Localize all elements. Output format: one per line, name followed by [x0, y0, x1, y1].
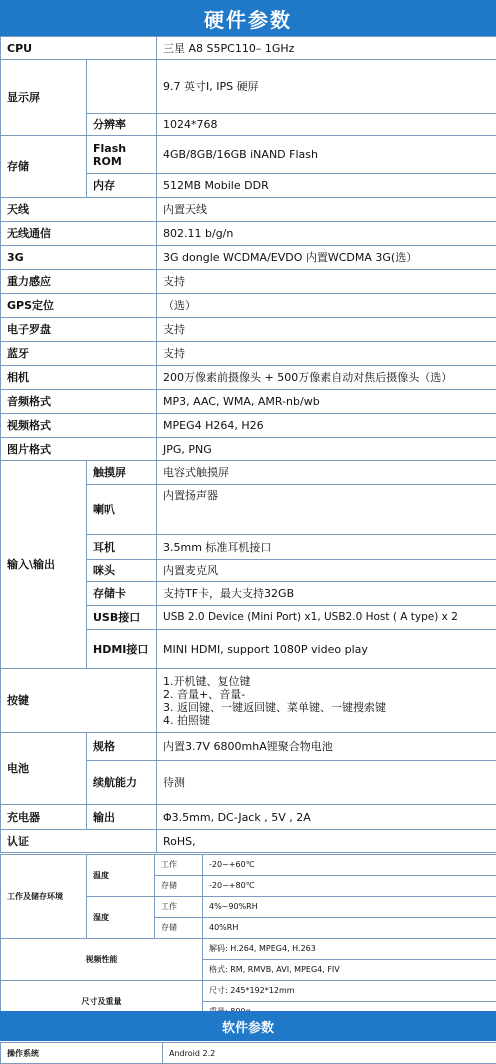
card-value: 支持TF卡，最大支持32GB — [157, 582, 496, 606]
video-perf-label: 视频性能 — [1, 939, 203, 981]
row-video — [1, 414, 496, 438]
antenna-value: 内置天线 — [157, 198, 496, 222]
io-label: 输入\输出 — [1, 461, 87, 669]
charger-label: 充电器 — [1, 805, 87, 830]
row-cert — [1, 830, 496, 853]
compass-value: 支持 — [157, 318, 496, 342]
battery-spec-label: 规格 — [87, 733, 157, 761]
row-display — [1, 60, 496, 114]
3g-value: 3G dongle WCDMA/EVDO 内置WCDMA 3G(选） — [157, 246, 496, 270]
row-battery-spec — [1, 733, 496, 761]
battery-spec-value: 内置3.7V 6800mhA锂聚合物电池 — [157, 733, 496, 761]
hum-work-label: 工作 — [155, 897, 203, 918]
software-table — [0, 1042, 496, 1064]
ram-label: 内存 — [87, 174, 157, 198]
touch-value: 电容式触摸屏 — [157, 461, 496, 485]
speaker-label: 喇叭 — [87, 485, 157, 535]
row-image — [1, 438, 496, 461]
image-label: 图片格式 — [1, 438, 157, 461]
camera-label: 相机 — [1, 366, 157, 390]
video-value: MPEG4 H264, H26 — [157, 414, 496, 438]
row-flash — [1, 136, 496, 174]
row-keys — [1, 669, 496, 733]
temp-label: 温度 — [87, 855, 155, 897]
hum-store-label: 存储 — [155, 918, 203, 939]
cpu-label: CPU — [1, 37, 157, 60]
display-value: 9.7 英寸I, IPS 硬屏 — [157, 60, 496, 114]
resolution-label: 分辨率 — [87, 114, 157, 136]
row-touch — [1, 461, 496, 485]
key-line: 2. 音量+、音量- — [163, 687, 246, 701]
ram-value: 512MB Mobile DDR — [157, 174, 496, 198]
gravity-value: 支持 — [157, 270, 496, 294]
hardware-table — [0, 36, 496, 853]
wifi-value: 802.11 b/g/n — [157, 222, 496, 246]
key-line: 1.开机键、复位键 — [163, 674, 251, 688]
wifi-label: 无线通信 — [1, 222, 157, 246]
row-charger — [1, 805, 496, 830]
row-compass — [1, 318, 496, 342]
size-value: 尺寸: 245*192*12mm — [203, 981, 496, 1002]
row-gps — [1, 294, 496, 318]
row-bluetooth — [1, 342, 496, 366]
mic-value: 内置麦克风 — [157, 560, 496, 582]
row-antenna — [1, 198, 496, 222]
key-line: 4. 拍照键 — [163, 713, 211, 727]
os-label: 操作系统 — [1, 1043, 163, 1064]
display-label: 显示屏 — [1, 60, 87, 136]
flash-label: Flash ROM — [87, 136, 157, 174]
touch-label: 触摸屏 — [87, 461, 157, 485]
bluetooth-label: 蓝牙 — [1, 342, 157, 366]
usb-label: USB接口 — [87, 606, 157, 630]
keys-value — [157, 669, 496, 733]
key-line: 3. 返回键、一键返回键、菜单键、一键搜索键 — [163, 700, 387, 714]
row-audio — [1, 390, 496, 414]
audio-value: MP3, AAC, WMA, AMR-nb/wb — [157, 390, 496, 414]
env-label: 工作及储存环境 — [1, 855, 87, 939]
charger-value: Φ3.5mm, DC-Jack , 5V , 2A — [157, 805, 496, 830]
charger-sub-label: 输出 — [87, 805, 157, 830]
size-label: 尺寸及重量 — [1, 981, 203, 1023]
hum-store-value: 40%RH — [203, 918, 496, 939]
cert-value: RoHS, — [157, 830, 496, 853]
compass-label: 电子罗盘 — [1, 318, 157, 342]
usb-value: USB 2.0 Device (Mini Port) x1, USB2.0 Host ( A type) x 2 — [157, 606, 496, 630]
gravity-label: 重力感应 — [1, 270, 157, 294]
resolution-value: 1024*768 — [157, 114, 496, 136]
row-camera — [1, 366, 496, 390]
hdmi-value: MINI HDMI, support 1080P video play — [157, 630, 496, 669]
card-label: 存储卡 — [87, 582, 157, 606]
earphone-label: 耳机 — [87, 535, 157, 560]
hardware-title: 硬件参数 — [0, 0, 496, 36]
os-value: Android 2.2 — [163, 1043, 496, 1064]
cert-label: 认证 — [1, 830, 157, 853]
cpu-value: 三星 A8 S5PC110– 1GHz — [157, 37, 496, 60]
row-size — [1, 981, 496, 1002]
storage-label: 存储 — [1, 136, 87, 198]
battery-life-label: 续航能力 — [87, 761, 157, 805]
hdmi-label: HDMI接口 — [87, 630, 157, 669]
temp-store-label: 存储 — [155, 876, 203, 897]
video-label: 视频格式 — [1, 414, 157, 438]
temp-work-value: -20~+60℃ — [203, 855, 496, 876]
audio-label: 音频格式 — [1, 390, 157, 414]
flash-value: 4GB/8GB/16GB iNAND Flash — [157, 136, 496, 174]
keys-label: 按键 — [1, 669, 157, 733]
software-title: 软件参数 — [0, 1011, 496, 1041]
temp-work-label: 工作 — [155, 855, 203, 876]
row-os — [1, 1043, 496, 1064]
row-wifi — [1, 222, 496, 246]
mic-label: 咪头 — [87, 560, 157, 582]
video-decode-value: 解码: H.264, MPEG4, H.263 — [203, 939, 496, 960]
row-gravity — [1, 270, 496, 294]
earphone-value: 3.5mm 标准耳机接口 — [157, 535, 496, 560]
image-value: JPG, PNG — [157, 438, 496, 461]
speaker-value: 内置扬声器 — [157, 485, 496, 535]
battery-label: 电池 — [1, 733, 87, 805]
camera-value: 200万像素前摄像头 + 500万像素自动对焦后摄像头（选） — [157, 366, 496, 390]
bluetooth-value: 支持 — [157, 342, 496, 366]
row-cpu — [1, 37, 496, 60]
gps-label: GPS定位 — [1, 294, 157, 318]
temp-store-value: -20~+80℃ — [203, 876, 496, 897]
gps-value: （选） — [157, 294, 496, 318]
environment-table — [0, 854, 496, 1023]
row-3g — [1, 246, 496, 270]
3g-label: 3G — [1, 246, 157, 270]
antenna-label: 天线 — [1, 198, 157, 222]
video-format-value: 格式: RM, RMVB, AVI, MPEG4, FIV — [203, 960, 496, 981]
hum-work-value: 4%~90%RH — [203, 897, 496, 918]
row-temp-work — [1, 855, 496, 876]
humidity-label: 湿度 — [87, 897, 155, 939]
battery-life-value: 待测 — [157, 761, 496, 805]
row-video-decode — [1, 939, 496, 960]
